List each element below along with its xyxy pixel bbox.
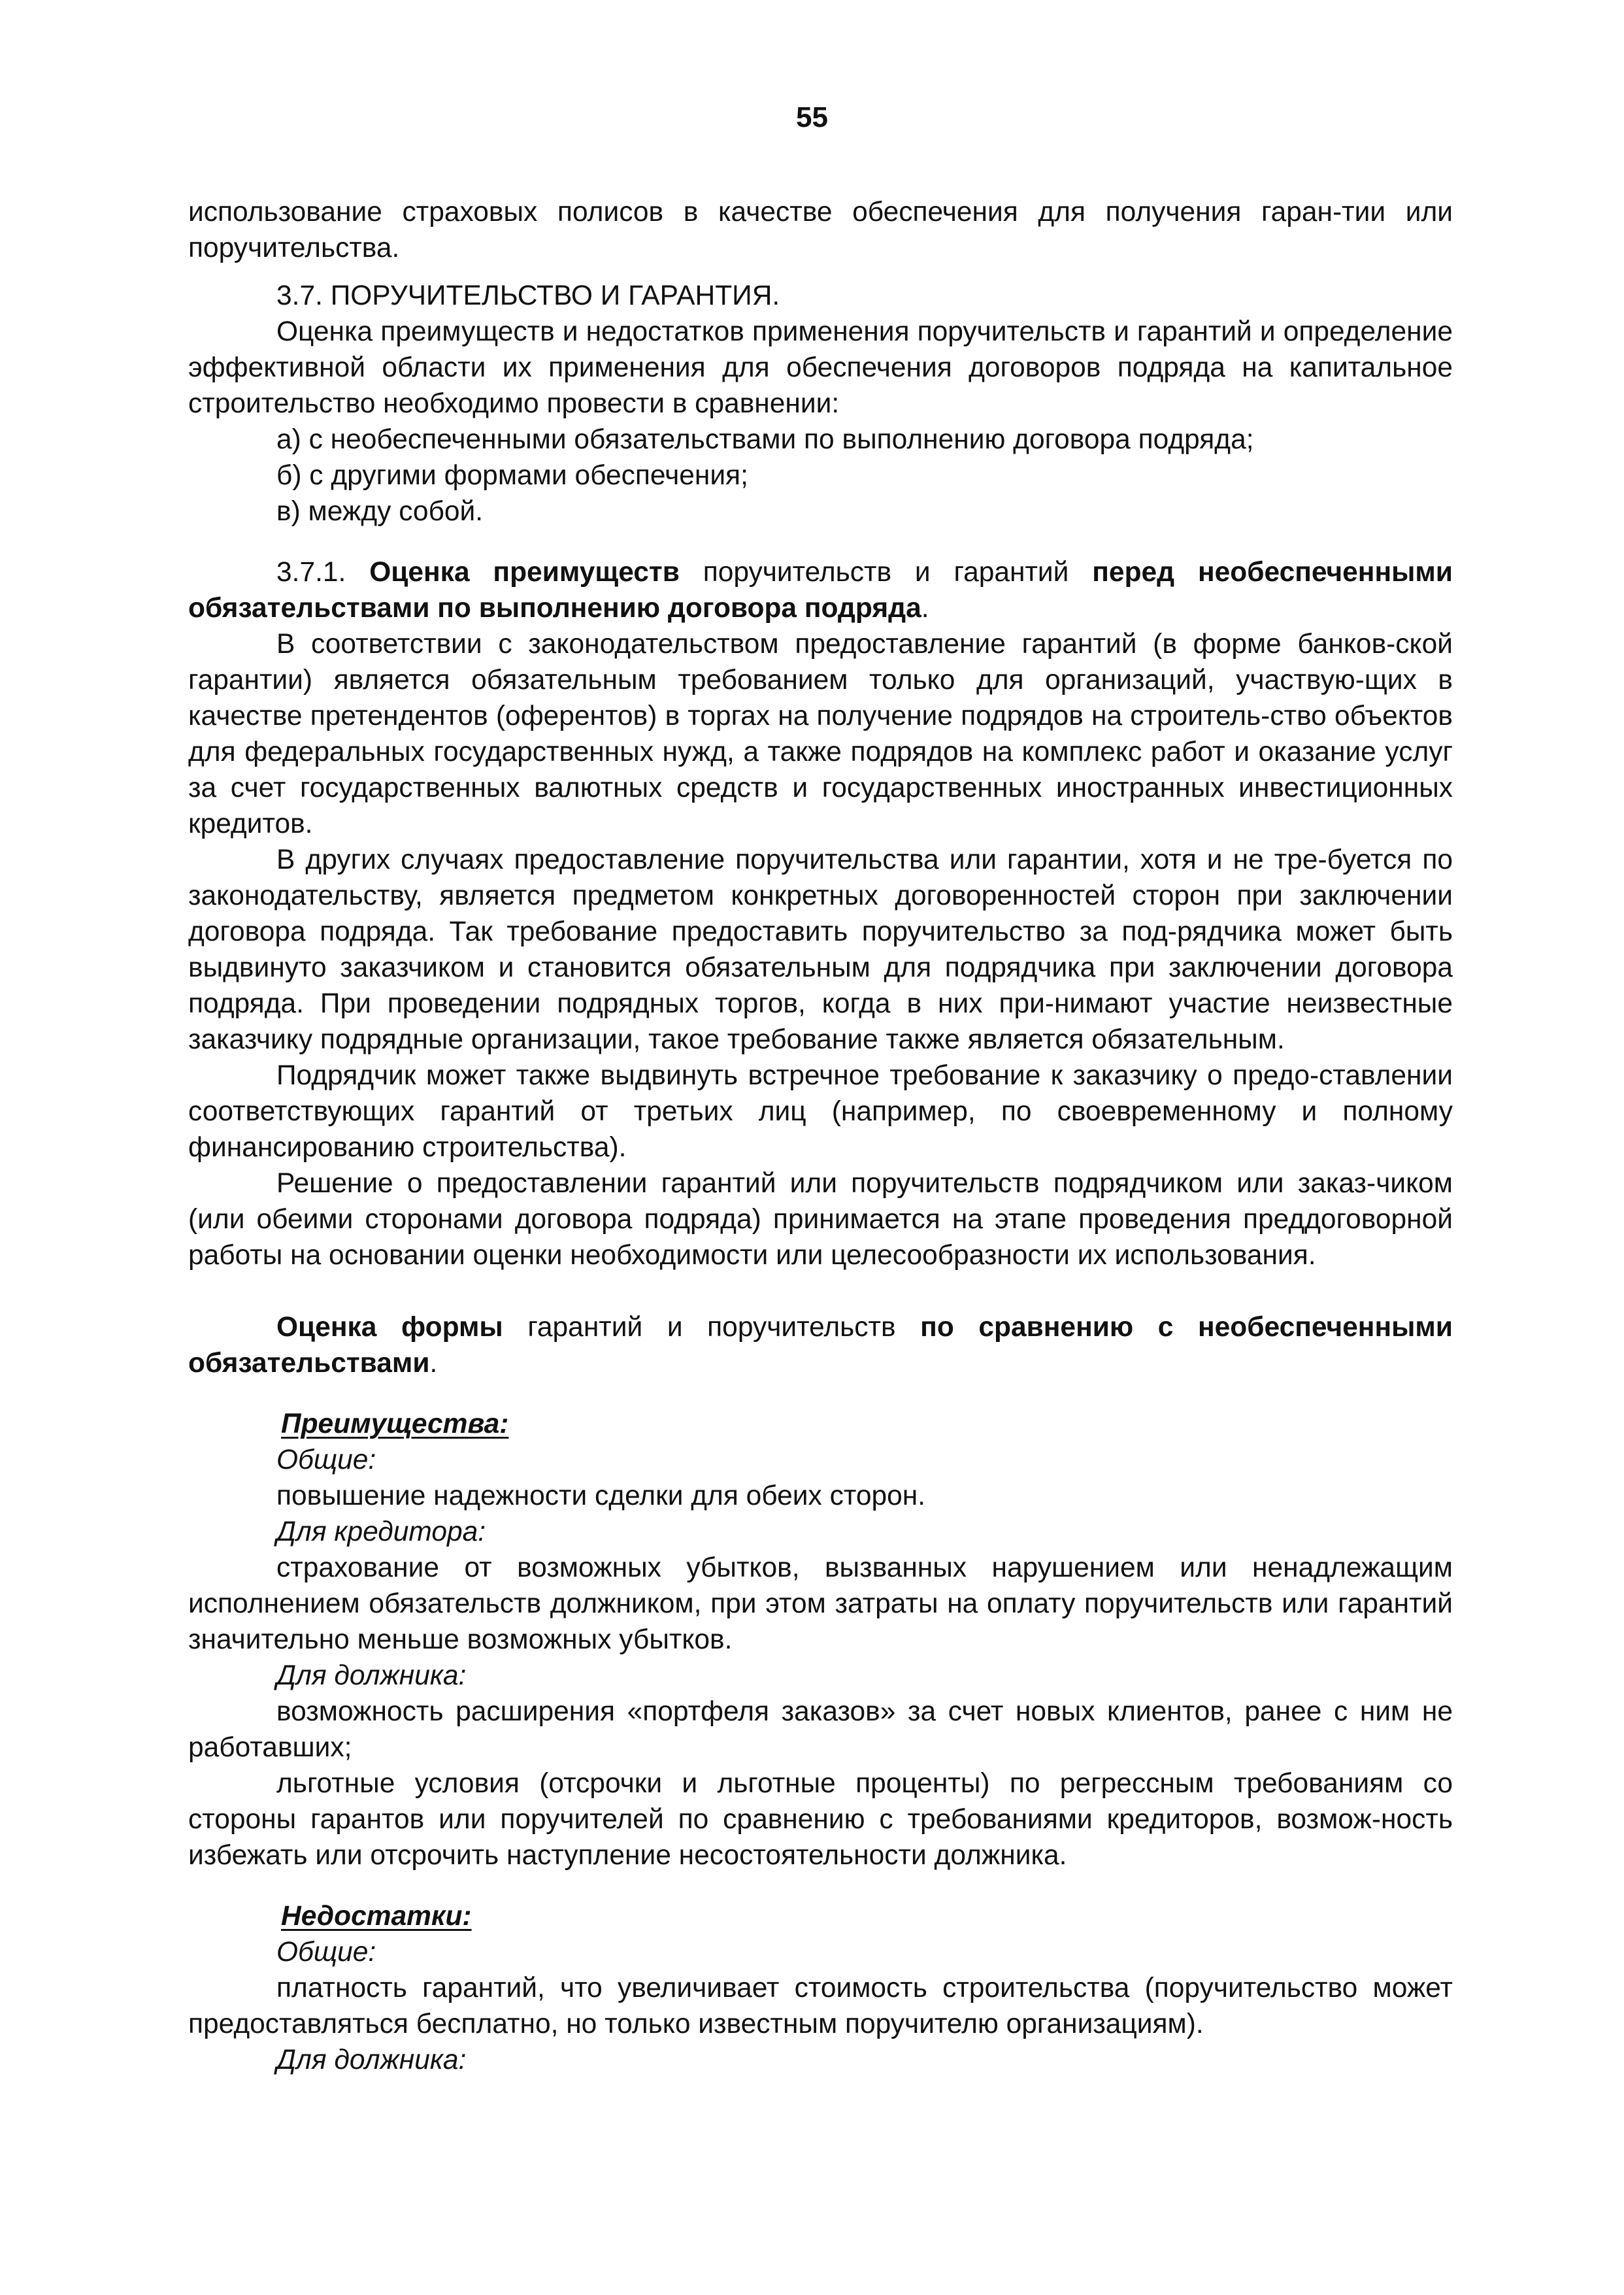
subsection-heading — [188, 554, 1453, 626]
plain-text: поручительств и гарантий — [679, 557, 1093, 588]
bold-text: Оценка формы — [276, 1312, 503, 1343]
bold-text: Оценка преимуществ — [369, 557, 680, 588]
paragraph: платность гарантий, что увеличивает стоимость строительства (поручительство может предоставляться бесплатно, но только известным поручителю организациям). — [188, 1973, 1453, 2039]
page-body — [188, 194, 1453, 2078]
paragraph: Оценка преимуществ и недостатков применения поручительств и гарантий и определение эффективной области их применения для обеспечения договоров подряда на капитальное строительство необходимо провести в сравнении: — [188, 316, 1453, 419]
advantages-title: Преимущества: — [281, 1409, 509, 1439]
category-label: Для кредитора: — [276, 1516, 486, 1547]
evaluation-heading — [188, 1309, 1453, 1381]
paragraph: использование страховых полисов в качестве обеспечения для получения гаран-тии или поручительства. — [188, 197, 1453, 263]
paragraph: страхование от возможных убытков, вызванных нарушением или ненадлежащим исполнением обязательств должником, при этом затраты на оплату поручительств или гарантий значительно меньше возможных убытков. — [188, 1552, 1453, 1655]
paragraph: повышение надежности сделки для обеих сторон. — [276, 1481, 926, 1511]
page-number: 55 — [796, 101, 828, 133]
paragraph: Решение о предоставлении гарантий или поручительств подрядчиком или заказ-чиком (или обеими сторонами договора подряда) принимается на этапе проведения преддоговорной работы на основании оценки необходимости или целесообразности их использования. — [188, 1168, 1453, 1271]
category-label: Для должника: — [276, 1660, 467, 1691]
category-label: Общие: — [276, 1937, 376, 1968]
category-label: Общие: — [276, 1445, 376, 1475]
plain-text: гарантий и поручительств — [503, 1312, 921, 1343]
paragraph: В соответствии с законодательством предоставление гарантий (в форме банков-ской гарантии) является обязательным требованием только для организаций, участвую-щих в качестве претендентов (оферентов) в торгах на получение подрядов на строитель-ство объектов для федеральных государственных нужд, а также подрядов на комплекс работ и оказание услуг за счет государственных валютных средств и государственных иностранных инвестиционных кредитов. — [188, 629, 1453, 839]
bold-text: по сравнению с необеспеченными обязательствами — [188, 1312, 1453, 1379]
category-label: Для должника: — [276, 2045, 467, 2075]
list-item: в) между собой. — [276, 496, 484, 527]
bold-text: перед необеспеченными обязательствами по выполнению договора подряда — [188, 557, 1453, 624]
plain-text: . — [921, 593, 929, 624]
list-item: а) с необеспеченными обязательствами по выполнению договора подряда; — [276, 424, 1254, 455]
paragraph: В других случаях предоставление поручительства или гарантии, хотя и не тре-буется по законодательству, является предметом конкретных договоренностей сторон при заключении договора подряда. Так требование предоставить поручительство за под-рядчика может быть выдвинуто заказчиком и становится обязательным для подрядчика при заключении договора подряда. При проведении подрядных торгов, когда в них при-нимают участие неизвестные заказчику подрядные организации, такое требование также является обязательным. — [188, 845, 1453, 1055]
disadvantages-title: Недостатки: — [281, 1901, 472, 1932]
subsection-number: 3.7.1. — [276, 557, 370, 588]
list-item: б) с другими формами обеспечения; — [276, 460, 748, 491]
plain-text: . — [429, 1348, 438, 1379]
paragraph: возможность расширения «портфеля заказов» за счет новых клиентов, ранее с ним не работавших; — [188, 1696, 1453, 1763]
paragraph: льготные условия (отсрочки и льготные проценты) по регрессным требованиям со стороны гарантов или поручителей по сравнению с требованиями кредиторов, возмож-ность избежать или отсрочить наступление несостоятельности должника. — [188, 1768, 1453, 1871]
paragraph: Подрядчик может также выдвинуть встречное требование к заказчику о предо-ставлении соответствующих гарантий от третьих лиц (например, по своевременному и полному финансированию строительства). — [188, 1060, 1453, 1163]
section-heading: 3.7. ПОРУЧИТЕЛЬСТВО И ГАРАНТИЯ. — [276, 280, 780, 311]
